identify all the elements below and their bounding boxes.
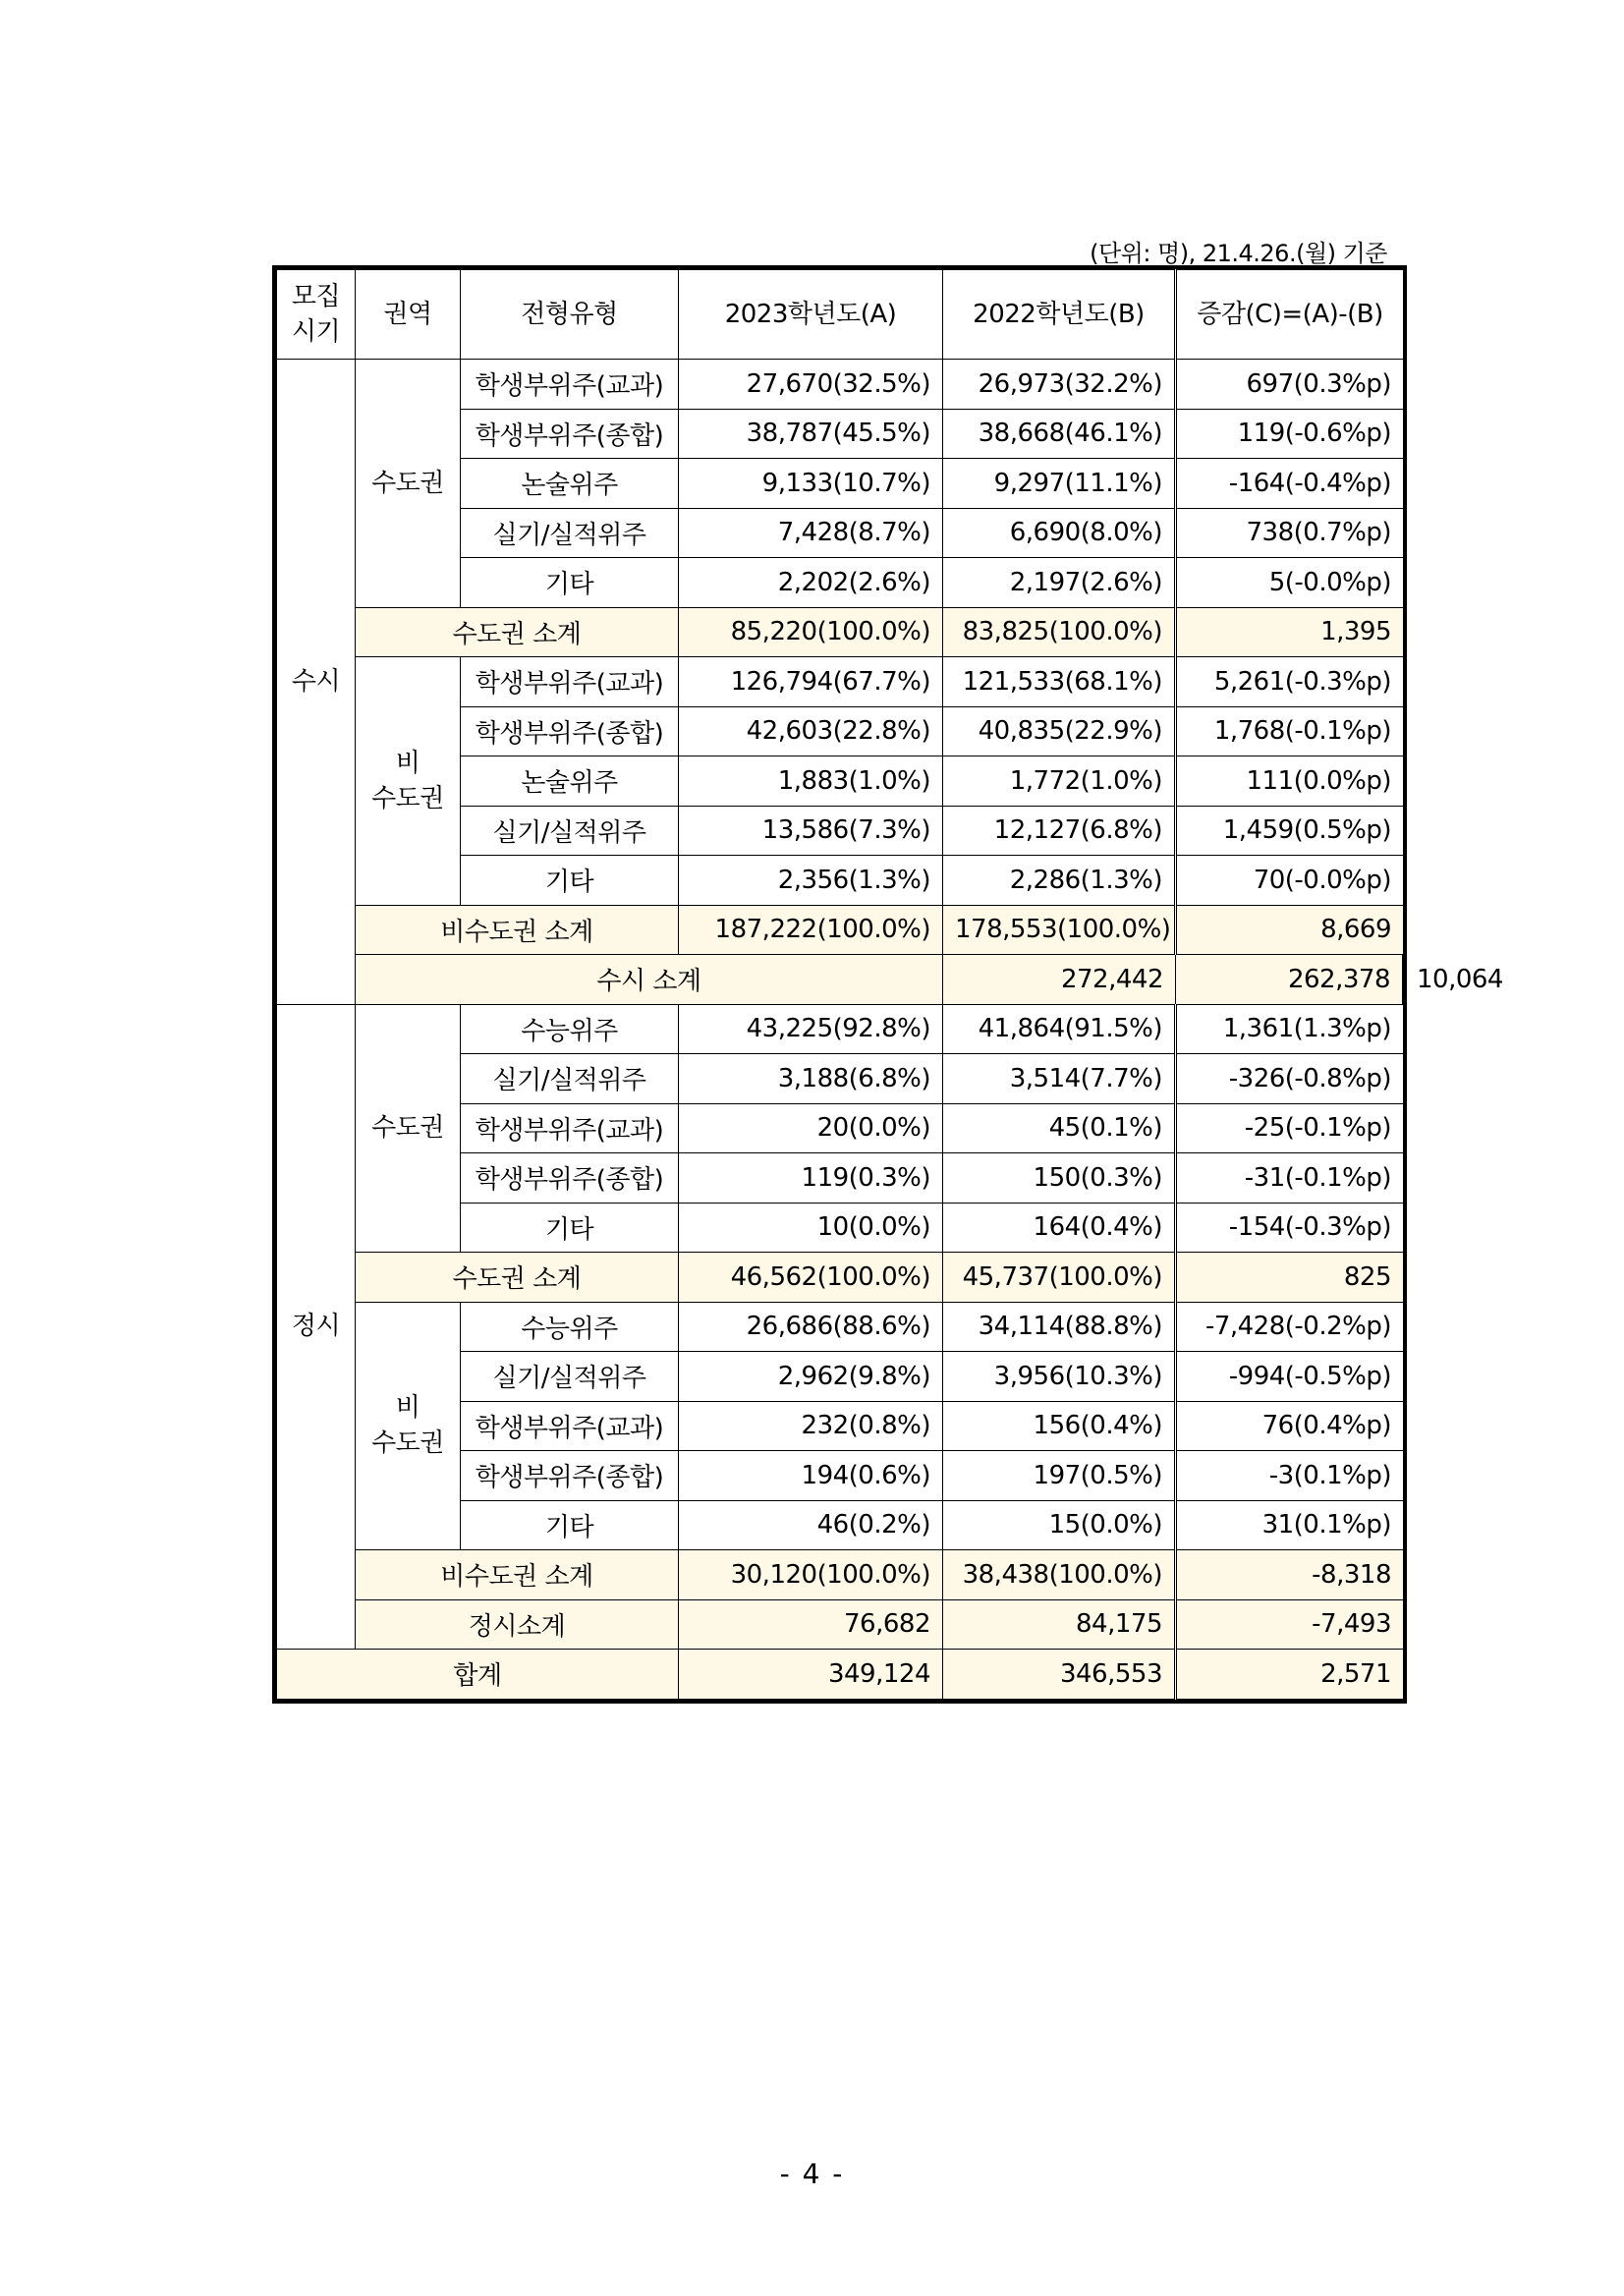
value-2022: 38,668(46.1%)	[943, 409, 1176, 459]
value-2023: 42,603(22.8%)	[679, 706, 943, 756]
value-diff: 70(-0.0%p)	[1176, 856, 1404, 906]
subtotal-label: 수도권 소계	[356, 1253, 679, 1303]
header-2023: 2023학년도(A)	[679, 270, 943, 360]
total-row-susi: 수시 소계 272,442 262,378 10,064	[277, 955, 1404, 1005]
header-region: 권역	[356, 270, 461, 360]
value-diff: 1,361(1.3%p)	[1176, 1004, 1404, 1054]
type-cell: 학생부위주(교과)	[461, 1103, 679, 1153]
header-type: 전형유형	[461, 270, 679, 360]
subtotal-row	[277, 1550, 1404, 1600]
value-2023: 26,686(88.6%)	[679, 1302, 943, 1352]
type-cell: 실기/실적위주	[461, 1352, 679, 1402]
region-cell-jeongsi-noncapital: 비 수도권	[356, 1302, 461, 1550]
value-2023: 9,133(10.7%)	[679, 459, 943, 509]
value-diff: 76(0.4%p)	[1176, 1401, 1404, 1451]
value-2022: 83,825(100.0%)	[943, 607, 1176, 657]
value-2023: 13,586(7.3%)	[679, 806, 943, 856]
type-cell: 학생부위주(종합)	[461, 1451, 679, 1501]
value-2023: 46,562(100.0%)	[679, 1253, 943, 1303]
header-2022: 2022학년도(B)	[943, 270, 1176, 360]
value-2022: 40,835(22.9%)	[943, 706, 1176, 756]
period-cell-jeongsi: 정시	[277, 1004, 356, 1650]
value-2022: 84,175	[943, 1599, 1176, 1650]
type-cell: 실기/실적위주	[461, 806, 679, 856]
value-2023: 3,188(6.8%)	[679, 1054, 943, 1104]
value-2022: 26,973(32.2%)	[943, 360, 1176, 410]
subtotal-label: 비수도권 소계	[356, 1550, 679, 1600]
value-diff: -7,493	[1176, 1599, 1404, 1650]
value-diff: 8,669	[1176, 905, 1404, 955]
value-diff: -994(-0.5%p)	[1176, 1352, 1404, 1402]
type-cell: 기타	[461, 558, 679, 608]
value-2023: 119(0.3%)	[679, 1153, 943, 1204]
subtotal-label: 수도권 소계	[356, 607, 679, 657]
value-2023: 20(0.0%)	[679, 1103, 943, 1153]
value-2022: 150(0.3%)	[943, 1153, 1176, 1204]
value-diff: -3(0.1%p)	[1176, 1451, 1404, 1501]
value-2022: 6,690(8.0%)	[943, 508, 1176, 558]
value-diff: -326(-0.8%p)	[1176, 1054, 1404, 1104]
value-diff: 2,571	[1176, 1650, 1404, 1700]
value-diff: 5,261(-0.3%p)	[1176, 657, 1404, 707]
value-2023: 38,787(45.5%)	[679, 409, 943, 459]
type-cell: 실기/실적위주	[461, 508, 679, 558]
value-diff: -25(-0.1%p)	[1176, 1103, 1404, 1153]
value-diff: 119(-0.6%p)	[1176, 409, 1404, 459]
value-2022: 3,956(10.3%)	[943, 1352, 1176, 1402]
region-cell-susi-capital: 수도권	[356, 360, 461, 608]
value-diff: 1,395	[1176, 607, 1404, 657]
type-cell: 수능위주	[461, 1302, 679, 1352]
subtotal-row	[277, 905, 1404, 955]
value-2023: 194(0.6%)	[679, 1451, 943, 1501]
grand-total-label: 합계	[277, 1650, 679, 1700]
value-2022: 164(0.4%)	[943, 1203, 1176, 1253]
value-diff: 1,768(-0.1%p)	[1176, 706, 1404, 756]
value-2023: 126,794(67.7%)	[679, 657, 943, 707]
value-2023: 1,883(1.0%)	[679, 756, 943, 807]
table-row	[277, 360, 1404, 410]
value-2022: 121,533(68.1%)	[943, 657, 1176, 707]
value-2022: 346,553	[943, 1650, 1176, 1700]
value-2022: 3,514(7.7%)	[943, 1054, 1176, 1104]
total-label: 수시 소계	[356, 955, 943, 1005]
value-2023: 2,962(9.8%)	[679, 1352, 943, 1402]
table-row	[277, 1004, 1404, 1054]
value-2023: 46(0.2%)	[679, 1500, 943, 1550]
value-2022: 45(0.1%)	[943, 1103, 1176, 1153]
type-cell: 논술위주	[461, 459, 679, 509]
type-cell: 기타	[461, 1203, 679, 1253]
value-diff: -154(-0.3%p)	[1176, 1203, 1404, 1253]
subtotal-label: 비수도권 소계	[356, 905, 679, 955]
type-cell: 학생부위주(교과)	[461, 360, 679, 410]
value-2023: 76,682	[679, 1599, 943, 1650]
value-2022: 1,772(1.0%)	[943, 756, 1176, 807]
type-cell: 실기/실적위주	[461, 1054, 679, 1104]
type-cell: 학생부위주(종합)	[461, 706, 679, 756]
value-diff: 697(0.3%p)	[1176, 360, 1404, 410]
table-row	[277, 657, 1404, 707]
value-diff: 111(0.0%p)	[1176, 756, 1404, 807]
value-2022: 15(0.0%)	[943, 1500, 1176, 1550]
value-diff: 738(0.7%p)	[1176, 508, 1404, 558]
value-2023: 2,202(2.6%)	[679, 558, 943, 608]
total-row-jeongsi	[277, 1599, 1404, 1650]
value-diff: -31(-0.1%p)	[1176, 1153, 1404, 1204]
value-diff: -164(-0.4%p)	[1176, 459, 1404, 509]
value-diff: 5(-0.0%p)	[1176, 558, 1404, 608]
value-2023: 43,225(92.8%)	[679, 1004, 943, 1054]
value-2023: 27,670(32.5%)	[679, 360, 943, 410]
type-cell: 논술위주	[461, 756, 679, 807]
value-2022: 9,297(11.1%)	[943, 459, 1176, 509]
type-cell: 학생부위주(교과)	[461, 1401, 679, 1451]
type-cell: 학생부위주(교과)	[461, 657, 679, 707]
value-2022: 12,127(6.8%)	[943, 806, 1176, 856]
region-cell-susi-noncapital: 비 수도권	[356, 657, 461, 906]
value-2022: 2,286(1.3%)	[943, 856, 1176, 906]
header-diff: 증감(C)=(A)-(B)	[1176, 270, 1404, 360]
table-row	[277, 1302, 1404, 1352]
value-2023: 349,124	[679, 1650, 943, 1700]
unit-note: (단위: 명), 21.4.26.(월) 기준	[1090, 240, 1387, 267]
type-cell: 기타	[461, 856, 679, 906]
value-diff: -7,428(-0.2%p)	[1176, 1302, 1404, 1352]
header-row	[277, 270, 1404, 360]
value-2023: 272,442	[943, 955, 1176, 1005]
value-2022: 156(0.4%)	[943, 1401, 1176, 1451]
value-2022: 38,438(100.0%)	[943, 1550, 1176, 1600]
type-cell: 수능위주	[461, 1004, 679, 1054]
value-2022: 197(0.5%)	[943, 1451, 1176, 1501]
value-2022: 41,864(91.5%)	[943, 1004, 1176, 1054]
value-2023: 7,428(8.7%)	[679, 508, 943, 558]
subtotal-row	[277, 607, 1404, 657]
value-2023: 232(0.8%)	[679, 1401, 943, 1451]
type-cell: 학생부위주(종합)	[461, 409, 679, 459]
page-number: - 4 -	[779, 2157, 845, 2190]
value-2023: 187,222(100.0%)	[679, 905, 943, 955]
period-cell-susi: 수시	[277, 360, 356, 1005]
region-cell-jeongsi-capital: 수도권	[356, 1004, 461, 1253]
value-2022: 178,553(100.0%)	[943, 905, 1176, 955]
value-diff: 825	[1176, 1253, 1404, 1303]
value-diff: -8,318	[1176, 1550, 1404, 1600]
type-cell: 학생부위주(종합)	[461, 1153, 679, 1204]
value-2023: 2,356(1.3%)	[679, 856, 943, 906]
header-period: 모집 시기	[277, 270, 356, 360]
total-label: 정시소계	[356, 1599, 679, 1650]
type-cell: 기타	[461, 1500, 679, 1550]
value-2023: 10(0.0%)	[679, 1203, 943, 1253]
value-2022: 34,114(88.8%)	[943, 1302, 1176, 1352]
value-2023: 85,220(100.0%)	[679, 607, 943, 657]
value-2023: 30,120(100.0%)	[679, 1550, 943, 1600]
subtotal-row	[277, 1253, 1404, 1303]
grand-total-row	[277, 1650, 1404, 1700]
value-2022: 45,737(100.0%)	[943, 1253, 1176, 1303]
value-2022: 2,197(2.6%)	[943, 558, 1176, 608]
value-diff: 31(0.1%p)	[1176, 1500, 1404, 1550]
value-2022: 262,378	[1176, 955, 1404, 1005]
admissions-table	[272, 265, 1503, 1704]
value-diff: 1,459(0.5%p)	[1176, 806, 1404, 856]
